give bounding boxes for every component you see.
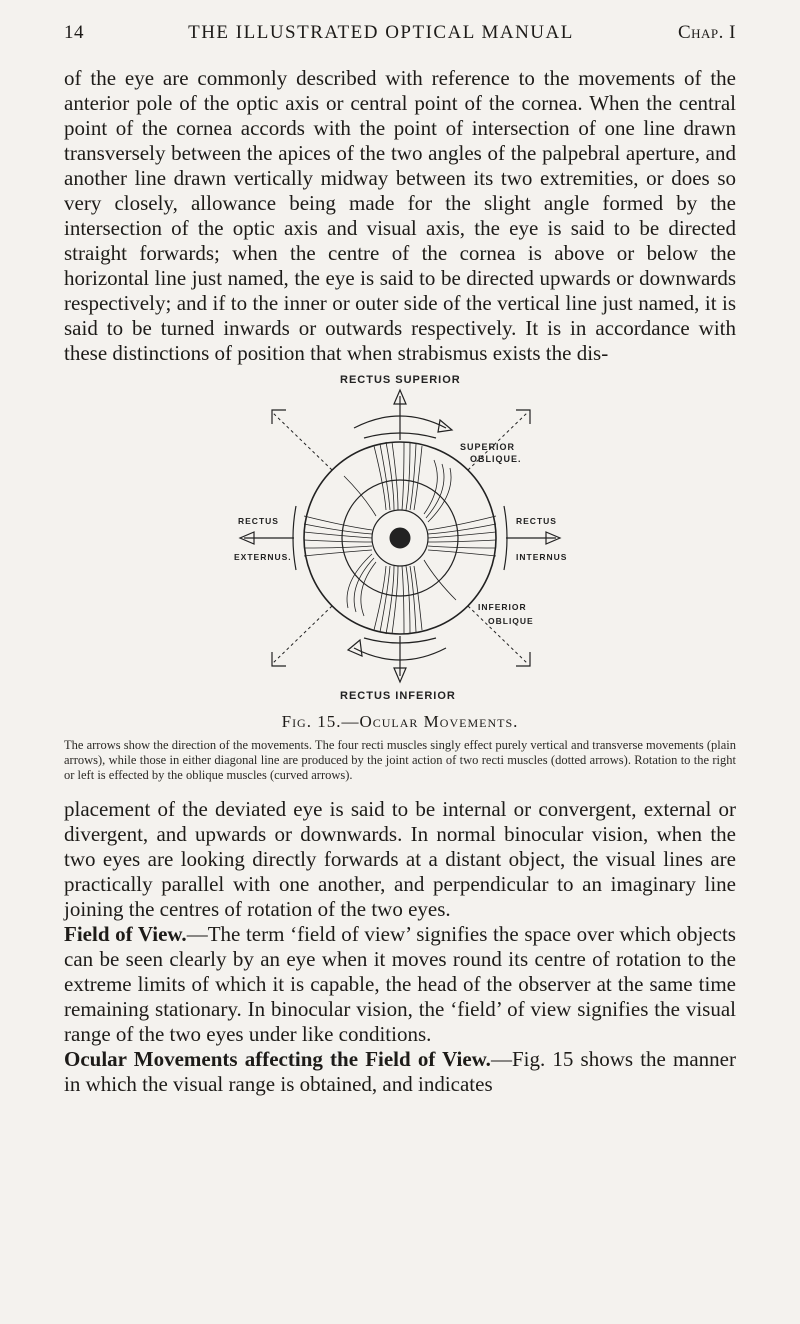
- label-superior-oblique-1: SUPERIOR: [460, 442, 516, 452]
- label-rectus-externus-2: EXTERNUS.: [234, 552, 292, 562]
- running-title: THE ILLUSTRATED OPTICAL MANUAL: [188, 22, 574, 43]
- figure-note: The arrows show the direction of the movements. The four recti muscles singly effect purely vertical and transverse movements (plain arrows), while those in either diagonal line are produced by the joint action of two recti muscles (dotted arrows). Rotation to the right or left is effected by the oblique muscles (curved arrows).: [64, 738, 736, 782]
- chapter-label: Chap. I: [677, 22, 736, 43]
- heading-ocular-movements: Ocular Movements affecting the Field of View.: [64, 1047, 491, 1071]
- ocular-movements-figure: [64, 376, 736, 706]
- text-field-of-view: —The term ‘field of view’ signifies the space over which objects can be seen clearly by an eye when it moves round its centre of rotation to the extreme limits of which it is capable, the head of the observer at the same time remaining stationary. In binocular vision, the ‘field’ of view signifies the visual range of the two eyes under like conditions.: [64, 922, 736, 1046]
- heading-field-of-view: Field of View.: [64, 922, 187, 946]
- eye-muscle-diagram: [64, 376, 736, 706]
- label-rectus-internus-1: RECTUS: [516, 516, 557, 526]
- section-field-of-view: [64, 922, 736, 1047]
- label-rectus-externus-1: RECTUS: [238, 516, 279, 526]
- running-header: [64, 22, 736, 52]
- label-rectus-internus-2: INTERNUS: [516, 552, 568, 562]
- label-superior-oblique-2: OBLIQUE.: [470, 454, 522, 464]
- page-number: 14: [64, 22, 84, 43]
- paragraph-1: of the eye are commonly described with reference to the movements of the anterior pole of the optic axis or central point of the cornea. When the central point of the cornea accords with the point of intersection of one line drawn transversely between the apices of the two angles of the palpebral aperture, and another line drawn vertically midway between its two extremities, or does so very closely, allowance being made for the slight angle formed by the intersection of the optic axis and visual axis, the eye is said to be directed straight forwards; when the centre of the cornea is above or below the horizontal line just named, the eye is said to be directed upwards or downwards respectively; and if to the inner or outer side of the vertical line just named, it is said to be turned inwards or outwards respectively. It is in accordance with these distinctions of position that when strabismus exists the dis-: [64, 66, 736, 365]
- figure-caption: Fig. 15.—Ocular Movements.: [281, 712, 519, 731]
- text-ocular-movements: —Fig. 15 shows the manner in which the visual range is obtained, and indicates: [64, 1047, 736, 1096]
- label-rectus-superior: RECTUS SUPERIOR: [340, 374, 461, 386]
- label-inferior-oblique-2: OBLIQUE: [488, 616, 534, 626]
- paragraph-2: placement of the deviated eye is said to be internal or convergent, external or divergent, and upwards or downwards. In normal binocular vision, when the two eyes are looking directly forwards at a distant object, the visual lines are practically parallel with one another, and perpendicular to an imaginary line joining the centres of rotation of the two eyes.: [64, 797, 736, 921]
- book-page: [64, 22, 736, 1097]
- label-inferior-oblique-1: INFERIOR: [478, 602, 527, 612]
- label-rectus-inferior: RECTUS INFERIOR: [340, 690, 456, 702]
- section-ocular-movements: [64, 1047, 736, 1097]
